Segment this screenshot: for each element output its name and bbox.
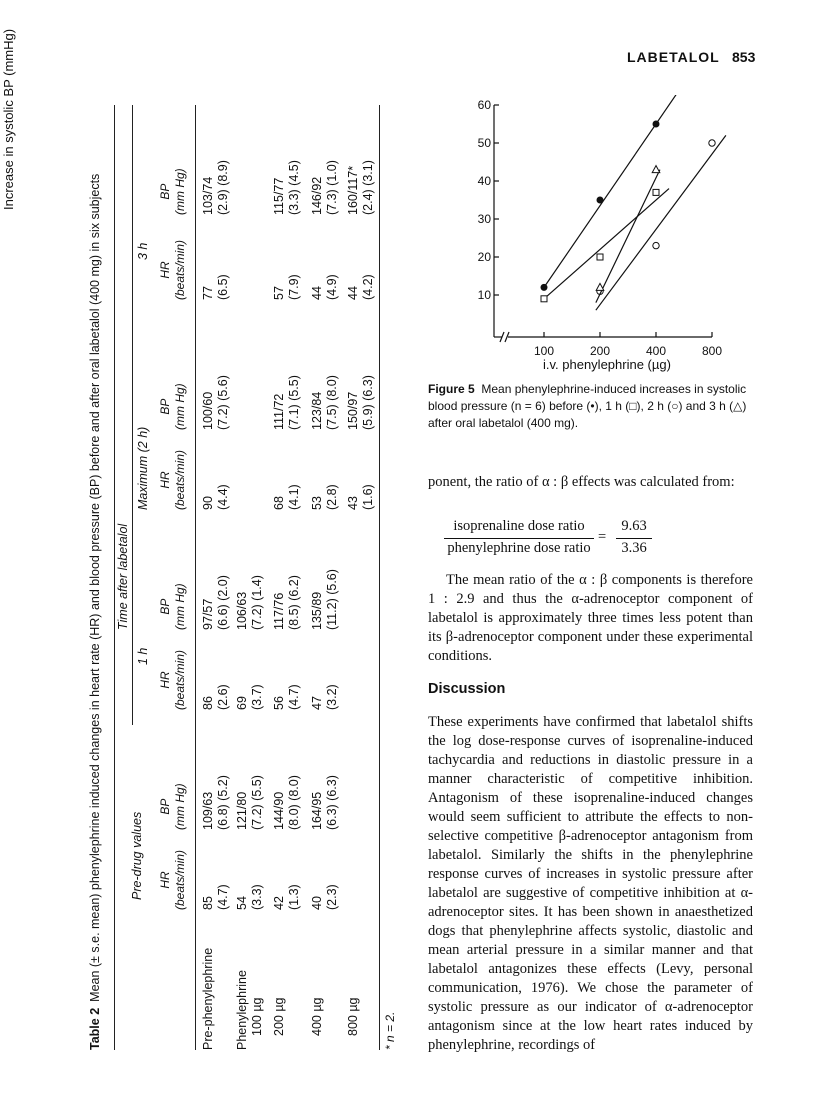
table-cell [201, 160, 231, 215]
cell-mean: 100/60 [201, 391, 215, 430]
cell-sem: (2.3) [325, 884, 339, 910]
cell-mean: 44 [310, 286, 324, 300]
cell-sem: (4.4) [216, 484, 230, 510]
data-point-filled-circle [653, 121, 660, 128]
table-cell [310, 775, 340, 830]
column-header-label: HR [158, 471, 172, 489]
table-cell [272, 274, 302, 300]
cell-sem: (7.2) (1.4) [250, 575, 264, 630]
column-header-unit: (beats/min) [173, 649, 187, 710]
cell-sem: (8.5) (6.2) [287, 575, 301, 630]
table-cell [235, 684, 265, 710]
column-header-unit: (beats/min) [173, 849, 187, 910]
row-label: 400 µg [310, 997, 324, 1036]
cell-mean: 47 [310, 696, 324, 710]
row-label-line: Phenylephrine [235, 970, 249, 1050]
cell-sem: (4.2) [361, 274, 375, 300]
y-tick-label: 30 [477, 212, 491, 226]
cell-mean: 160/117* [346, 165, 360, 215]
data-point-open-circle [653, 242, 659, 248]
table-caption-text: Mean (± s.e. mean) phenylephrine induced changes in heart rate (HR) and blood pressure (BP) before and after oral labetalol (400 mg) in six subjects [88, 173, 102, 1002]
table-caption [88, 174, 102, 1050]
column-header-label: BP [158, 798, 172, 815]
data-point-open-triangle [652, 166, 660, 173]
cell-sem: (7.2) (5.5) [250, 775, 264, 830]
cell-sem: (4.7) [287, 684, 301, 710]
series-line [544, 95, 685, 287]
cell-mean: 121/80 [235, 791, 249, 830]
paragraph-ratio-intro: ponent, the ratio of α : β effects was calculated from: [428, 474, 735, 490]
table-label: Table 2 [88, 1007, 102, 1050]
table-cell [346, 274, 376, 300]
data-point-open-circle [709, 140, 715, 146]
group-time-after: Time after labetalol [116, 523, 130, 630]
table-cell [272, 375, 302, 430]
cell-mean: 69 [235, 696, 249, 710]
cell-sem: (7.2) (5.6) [216, 375, 230, 430]
table-cell [346, 375, 376, 430]
cell-mean: 43 [346, 496, 360, 510]
table-cell [272, 575, 302, 630]
table-cell [272, 684, 302, 710]
equation-value-numerator: 9.63 [621, 518, 647, 534]
column-header-unit: (mm Hg) [173, 583, 187, 630]
cell-sem: (3.2) [325, 684, 339, 710]
data-point-filled-circle [541, 284, 548, 291]
table-bottom-rule [379, 105, 380, 1050]
cell-mean: 42 [272, 896, 286, 910]
cell-mean: 117/76 [272, 592, 286, 630]
cell-mean: 111/72 [272, 393, 286, 430]
cell-sem: (8.0) (8.0) [287, 775, 301, 830]
column-header-unit: (mm Hg) [173, 783, 187, 830]
cell-sem: (6.3) (6.3) [325, 775, 339, 830]
cell-sem: (5.9) (6.3) [361, 375, 375, 430]
cell-mean: 164/95 [310, 791, 324, 830]
cell-mean: 68 [272, 496, 286, 510]
series-line [544, 189, 669, 299]
x-tick-label: 200 [589, 344, 611, 358]
cell-mean: 56 [272, 696, 286, 710]
cell-mean: 54 [235, 896, 249, 910]
data-point-open-square [541, 296, 547, 302]
cell-mean: 57 [272, 286, 286, 300]
running-title: LABETALOL [627, 49, 720, 65]
cell-mean: 97/57 [201, 598, 215, 630]
column-header-unit: (beats/min) [173, 449, 187, 510]
group-header: Maximum (2 h) [136, 426, 150, 510]
bp-column-header [158, 583, 188, 630]
cell-mean: 146/92 [310, 176, 324, 215]
row-label-dose: 100 µg [250, 997, 264, 1036]
x-tick-label: 100 [533, 344, 555, 358]
bp-column-header [158, 783, 188, 830]
figure-caption-label: Figure 5 [428, 382, 475, 396]
cell-sem: (6.8) (5.2) [216, 775, 230, 830]
data-point-open-square [597, 254, 603, 260]
cell-mean: 90 [201, 496, 215, 510]
column-header-label: BP [158, 598, 172, 615]
cell-sem: (7.9) [287, 274, 301, 300]
cell-sem: (2.9) (8.9) [216, 160, 230, 215]
table-top-rule [114, 105, 115, 1050]
column-header-unit: (mm Hg) [173, 168, 187, 215]
data-point-filled-circle [597, 197, 604, 204]
table-footnote: * n = 2. [383, 1011, 397, 1050]
cell-mean: 115/77 [272, 177, 286, 215]
table-cell [346, 160, 376, 215]
series-line [596, 135, 726, 310]
cell-mean: 106/63 [235, 591, 249, 630]
table-cell [201, 484, 231, 510]
header-bottom-rule [195, 105, 196, 1050]
hr-column-header [158, 450, 188, 510]
fraction-bar-values [616, 538, 652, 539]
x-tick-label: 400 [645, 344, 667, 358]
table-cell [310, 884, 340, 910]
cell-sem: (3.7) [250, 684, 264, 710]
data-point-open-triangle [596, 283, 604, 290]
cell-sem: (6.5) [216, 274, 230, 300]
cell-sem: (7.3) (1.0) [325, 160, 339, 215]
cell-mean: 86 [201, 696, 215, 710]
column-header-label: HR [158, 871, 172, 889]
figure-5-chart [448, 95, 748, 385]
table-cell [201, 575, 231, 630]
figure-caption-text: Mean phenylephrine-induced increases in systolic blood pressure (n = 6) before (•), 1 h (□), 2 h (○) and 3 h (△) after oral labetalol (400 mg). [428, 382, 747, 430]
paragraph-mean-ratio: The mean ratio of the α : β components is therefore 1 : 2.9 and thus the α-adrenoceptor component of labetalol is approximately three times less potent than its β-adrenoceptor component under these experimental conditions. [428, 572, 753, 664]
table-cell [235, 575, 265, 630]
column-header-label: HR [158, 261, 172, 279]
column-header-label: BP [158, 183, 172, 200]
table-cell [235, 884, 265, 910]
page-number: 853 [732, 49, 756, 65]
y-tick-label: 20 [477, 250, 491, 264]
row-label: Pre-phenylephrine [201, 947, 215, 1050]
cell-sem: (1.6) [361, 484, 375, 510]
cell-sem: (4.7) [216, 884, 230, 910]
cell-sem: (2.4) (3.1) [361, 160, 375, 215]
equation-value-denominator: 3.36 [621, 540, 647, 556]
cell-sem: (3.3) (4.5) [287, 160, 301, 215]
table-cell [346, 484, 376, 510]
table-cell [310, 160, 340, 215]
table-cell [201, 775, 231, 830]
cell-mean: 40 [310, 896, 324, 910]
bp-column-header [158, 383, 188, 430]
cell-mean: 123/84 [310, 391, 324, 430]
equals-sign: = [598, 529, 607, 545]
cell-mean: 144/90 [272, 791, 286, 830]
table-cell [272, 775, 302, 830]
table-cell [310, 375, 340, 430]
cell-mean: 103/74 [201, 176, 215, 215]
row-label: 800 µg [346, 997, 360, 1036]
table-cell [310, 274, 340, 300]
equation-numerator: isoprenaline dose ratio [453, 518, 585, 534]
hr-column-header [158, 650, 188, 710]
table-cell [310, 484, 340, 510]
group-header: 1 h [136, 647, 150, 665]
paragraph-discussion: These experiments have confirmed that labetalol shifts the log dose-response curves of isoprenaline-induced tachycardia and reductions in diastolic pressure in a manner characteristic of competitive inhibition. Antagonism of these isoprenaline-induced changes would seem sufficient to attribute the effects to non-selective competitive β-adrenoceptor antagonism from labetalol. Similarly the shifts in the phenylephrine response curves of increases in systolic pressure after labetalol are suggestive of competitive inhibition at α-adrenoceptor sites. It has been shown in anaesthetized dogs that phenylephrine affects systolic, diastolic and mean arterial pressure in a similar manner and that labetalol antagonizes these effects (Levy, personal communication, 1976). We chose the parameter of systolic pressure as our indicator of α-adrenoceptor antagonism since at the low heart rates induced by phenylephrine, recordings of [428, 714, 753, 1053]
x-axis-label: i.v. phenylephrine (µg) [543, 357, 671, 372]
cell-sem: (7.1) (5.5) [287, 375, 301, 430]
table-cell [235, 775, 265, 830]
cell-sem: (11.2) (5.6) [325, 569, 339, 630]
data-point-open-square [653, 189, 659, 195]
cell-sem: (4.9) [325, 274, 339, 300]
table-cell [201, 684, 231, 710]
x-tick-label: 800 [701, 344, 723, 358]
cell-sem: (6.6) (2.0) [216, 575, 230, 630]
column-header-label: BP [158, 398, 172, 415]
table-cell [310, 684, 340, 710]
column-header-label: HR [158, 671, 172, 689]
section-title-discussion: Discussion [428, 681, 506, 697]
cell-sem: (2.6) [216, 684, 230, 710]
cell-sem: (4.1) [287, 484, 301, 510]
group-header: Pre-drug values [130, 811, 144, 900]
y-tick-label: 10 [477, 288, 491, 302]
table-cell [201, 274, 231, 300]
cell-mean: 109/63 [201, 791, 215, 830]
equation-denominator: phenylephrine dose ratio [447, 540, 591, 556]
y-tick-label: 50 [477, 136, 491, 150]
cell-mean: 77 [201, 286, 215, 300]
cell-mean: 53 [310, 496, 324, 510]
row-label [235, 970, 265, 1050]
y-axis-label: Increase in systolic BP (mmHg) [1, 28, 16, 210]
figure-caption [428, 381, 758, 432]
column-header-unit: (mm Hg) [173, 383, 187, 430]
row-label: 200 µg [272, 997, 286, 1036]
y-tick-label: 60 [477, 98, 491, 112]
table-cell [201, 884, 231, 910]
column-header-unit: (beats/min) [173, 239, 187, 300]
bp-column-header [158, 168, 188, 215]
table-cell [272, 884, 302, 910]
cell-sem: (3.3) [250, 884, 264, 910]
group-header: 3 h [136, 242, 150, 260]
y-tick-label: 40 [477, 174, 491, 188]
cell-sem: (7.5) (8.0) [325, 375, 339, 430]
cell-mean: 150/97 [346, 391, 360, 430]
table-cell [201, 375, 231, 430]
group-after-rule [132, 105, 133, 725]
hr-column-header [158, 850, 188, 910]
fraction-bar [444, 538, 594, 539]
table-cell [272, 484, 302, 510]
cell-sem: (2.8) [325, 484, 339, 510]
cell-mean: 44 [346, 286, 360, 300]
hr-column-header [158, 240, 188, 300]
table-cell [310, 569, 340, 630]
cell-mean: 85 [201, 896, 215, 910]
cell-sem: (1.3) [287, 884, 301, 910]
cell-mean: 135/89 [310, 591, 324, 630]
table-cell [272, 160, 302, 215]
table-2 [88, 105, 403, 1050]
